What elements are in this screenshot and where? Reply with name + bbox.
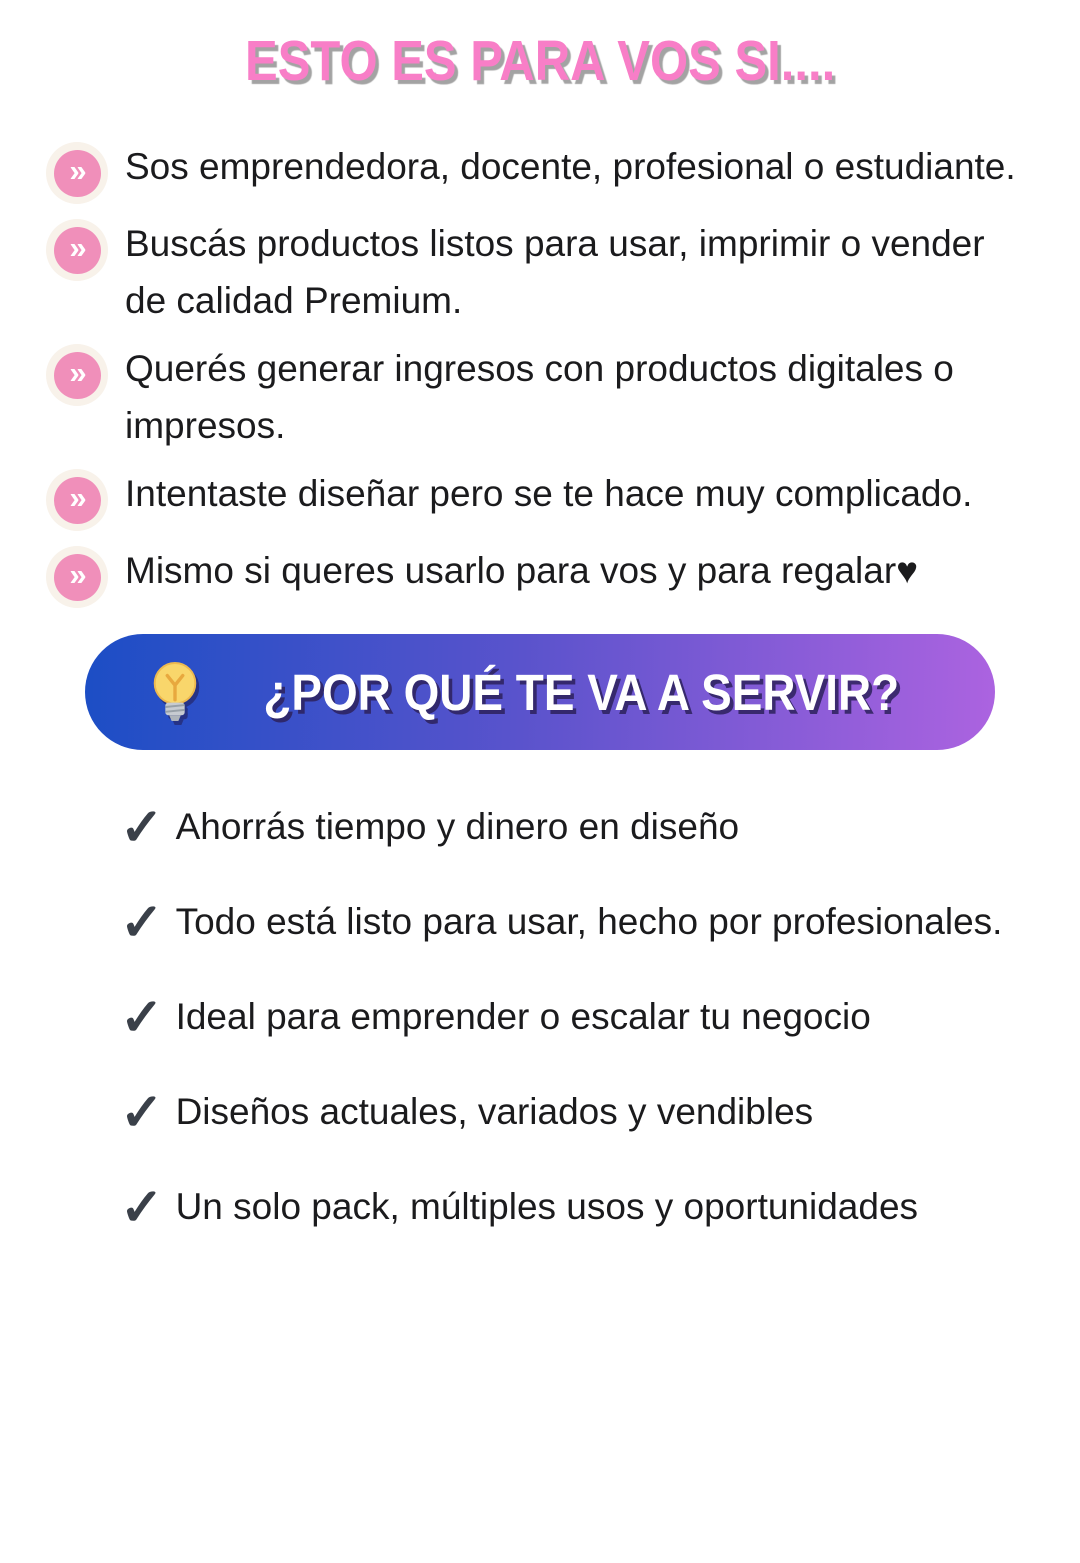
double-chevron-icon xyxy=(54,352,101,399)
chevron-glyph: » xyxy=(69,229,85,265)
check-icon: ✓ xyxy=(120,1084,164,1142)
list-item-text: Diseños actuales, variados y vendibles xyxy=(175,1091,814,1132)
audience-list xyxy=(46,138,1036,608)
list-item-text: Querés generar ingresos con productos digitales o impresos. xyxy=(125,348,954,446)
check-icon: ✓ xyxy=(120,1179,164,1237)
list-item-text: Buscás productos listos para usar, imprimir o vender de calidad Premium. xyxy=(125,223,985,321)
list-item xyxy=(120,794,1010,859)
list-item xyxy=(46,465,1036,531)
list-item xyxy=(120,889,1010,954)
list-item xyxy=(120,1174,1010,1239)
list-item xyxy=(120,1079,1010,1144)
double-chevron-icon xyxy=(54,554,101,601)
check-icon: ✓ xyxy=(120,989,164,1047)
banner-title: ¿POR QUÉ TE VA A SERVIR? xyxy=(263,663,899,721)
chevron-glyph: » xyxy=(69,479,85,515)
list-item-text: Intentaste diseñar pero se te hace muy complicado. xyxy=(125,473,973,514)
double-chevron-icon xyxy=(54,477,101,524)
double-chevron-icon xyxy=(54,150,101,197)
bullet-halo xyxy=(46,469,108,531)
title-section xyxy=(0,28,1080,94)
list-item-text: Sos emprendedora, docente, profesional o estudiante. xyxy=(125,146,1016,187)
list-item xyxy=(46,138,1036,204)
chevron-glyph: » xyxy=(69,556,85,592)
check-icon: ✓ xyxy=(120,799,164,857)
page-title: ESTO ES PARA VOS SI.... xyxy=(244,29,836,93)
lightbulb-icon xyxy=(146,659,204,725)
chevron-glyph: » xyxy=(69,354,85,390)
bullet-halo xyxy=(46,142,108,204)
list-item xyxy=(46,340,1036,454)
benefits-list xyxy=(120,794,1010,1239)
double-chevron-icon xyxy=(54,227,101,274)
benefits-banner xyxy=(85,634,995,750)
bullet-halo xyxy=(46,219,108,281)
list-item xyxy=(46,215,1036,329)
list-item xyxy=(46,542,1036,608)
list-item xyxy=(120,984,1010,1049)
list-item-text: Un solo pack, múltiples usos y oportunidades xyxy=(175,1186,919,1227)
list-item-text: Mismo si queres usarlo para vos y para regalar♥ xyxy=(125,550,919,591)
bullet-halo xyxy=(46,344,108,406)
check-icon: ✓ xyxy=(120,894,164,952)
list-item-text: Ahorrás tiempo y dinero en diseño xyxy=(175,806,740,847)
list-item-text: Todo está listo para usar, hecho por profesionales. xyxy=(175,901,1003,942)
list-item-text: Ideal para emprender o escalar tu negocio xyxy=(175,996,871,1037)
bullet-halo xyxy=(46,546,108,608)
chevron-glyph: » xyxy=(69,152,85,188)
